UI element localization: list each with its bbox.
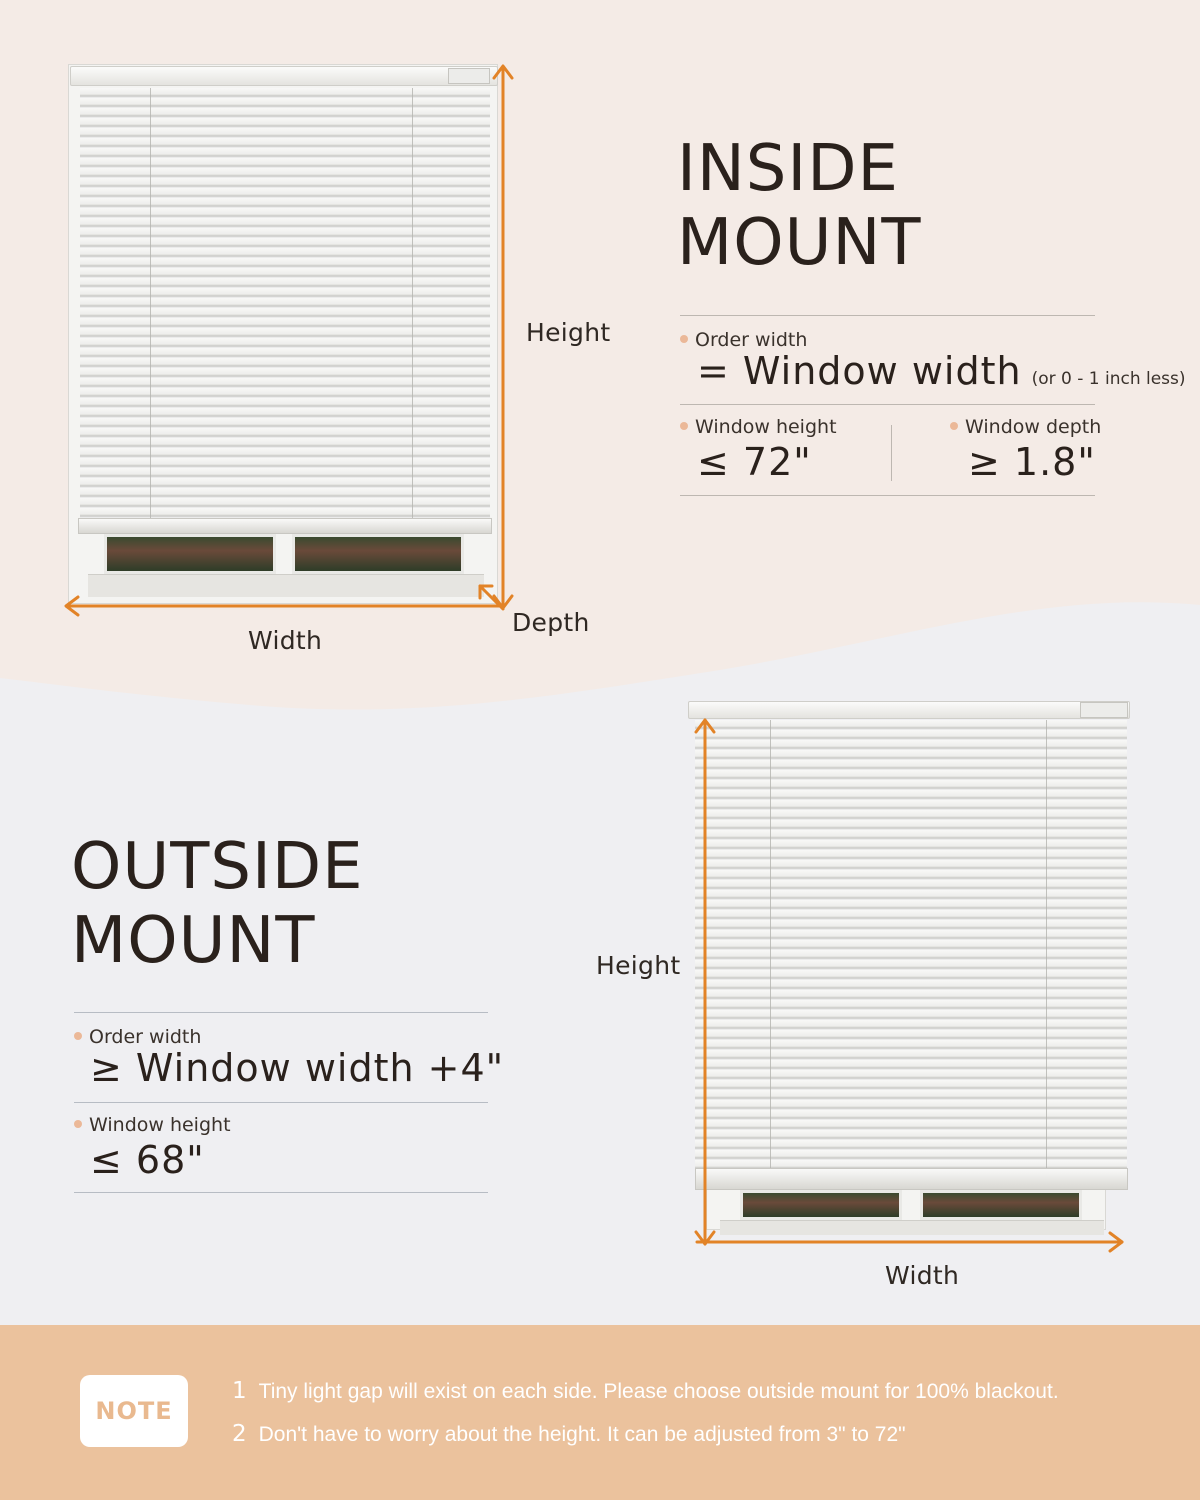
inside-window-depth-label: Window depth [950, 416, 1101, 438]
bullet-dot-icon [74, 1120, 82, 1128]
outside-rule-3 [74, 1192, 488, 1193]
inside-order-width-label: Order width [680, 329, 807, 351]
note-item-2-text: Don't have to worry about the height. It can be adjusted from 3" to 72" [258, 1423, 906, 1446]
note-item-1-number: 1 [232, 1378, 247, 1404]
inside-depth-label: Depth [512, 608, 590, 637]
note-item-1 [232, 1378, 1059, 1404]
outside-rule-1 [74, 1012, 488, 1013]
inside-order-width-value: = Window width (or 0 - 1 inch less) [697, 349, 1186, 393]
inside-height-label: Height [526, 318, 611, 347]
outside-order-width-label: Order width [74, 1026, 201, 1048]
inside-window-height-label: Window height [680, 416, 837, 438]
outside-rule-2 [74, 1102, 488, 1103]
outside-title-line2: MOUNT [71, 904, 316, 978]
outside-height-label: Height [596, 951, 681, 980]
outside-window-height-label: Window height [74, 1114, 231, 1136]
note-item-1-text: Tiny light gap will exist on each side. Please choose outside mount for 100% blackout. [258, 1380, 1059, 1403]
bullet-dot-icon [74, 1032, 82, 1040]
outside-order-width-value: ≥ Window width +4" [90, 1046, 505, 1090]
outside-window-height-value: ≤ 68" [90, 1138, 205, 1182]
outside-title-line1: OUTSIDE [71, 830, 364, 904]
inside-width-label: Width [248, 626, 323, 655]
inside-title-line2: MOUNT [677, 206, 922, 280]
note-badge: NOTE [80, 1375, 188, 1447]
note-item-2-number: 2 [232, 1421, 247, 1447]
inside-title-line1: INSIDE [677, 132, 899, 206]
inside-window-depth-value: ≥ 1.8" [968, 440, 1096, 484]
note-item-2 [232, 1421, 906, 1447]
outside-mount-title [71, 830, 364, 978]
inside-order-width-note: (or 0 - 1 inch less) [1031, 369, 1186, 389]
inside-window-height-value: ≤ 72" [697, 440, 812, 484]
outside-width-label: Width [885, 1261, 960, 1290]
